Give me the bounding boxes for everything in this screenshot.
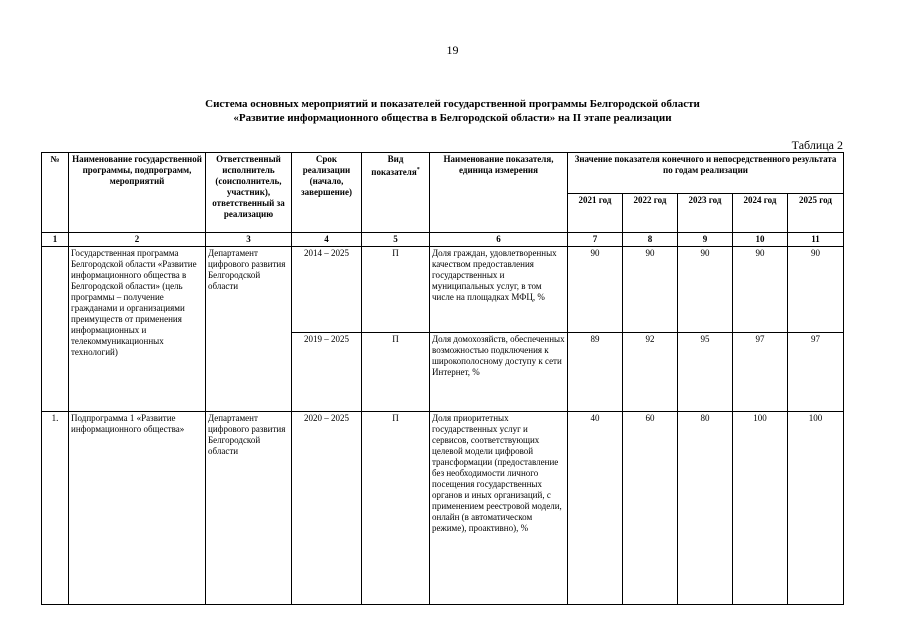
table-row (42, 412, 844, 605)
value-cell: 80 (678, 412, 733, 605)
header-year: 2022 год (623, 194, 678, 233)
header-row (42, 153, 844, 194)
column-numbers-row (42, 233, 844, 247)
responsible-executor: Департамент цифрового развития Белгородской области (206, 412, 292, 605)
value-cell: 60 (623, 412, 678, 605)
header-kind-text: Вид показателя (371, 154, 417, 177)
indicator-kind: П (362, 247, 430, 333)
column-number: 3 (206, 233, 292, 247)
column-number: 1 (42, 233, 69, 247)
table-row (42, 247, 844, 333)
column-number: 4 (292, 233, 362, 247)
title-line-1: Система основных мероприятий и показателей государственной программы Белгородской области (205, 98, 700, 110)
value-cell: 90 (623, 247, 678, 333)
column-number: 2 (69, 233, 206, 247)
value-cell: 92 (623, 333, 678, 412)
header-kind (362, 153, 430, 233)
column-number: 9 (678, 233, 733, 247)
column-number: 7 (568, 233, 623, 247)
indicator-name: Доля домохозяйств, обеспеченных возможностью подключения к широкополосному доступу к сети Интернет, % (430, 333, 568, 412)
value-cell: 90 (733, 247, 788, 333)
row-number (42, 247, 69, 412)
header-responsible: Ответственный исполнитель (соисполнитель, участник), ответственный за реализацию (206, 153, 292, 233)
column-number: 11 (788, 233, 844, 247)
table-label: Таблица 2 (791, 138, 843, 152)
header-term: Срок реализации (начало, завершение) (292, 153, 362, 233)
responsible-executor: Департамент цифрового развития Белгородской области (206, 247, 292, 412)
page-number: 19 (446, 43, 459, 57)
column-number: 5 (362, 233, 430, 247)
implementation-term: 2014 – 2025 (292, 247, 362, 333)
header-year: 2024 год (733, 194, 788, 233)
value-cell: 95 (678, 333, 733, 412)
value-cell: 90 (678, 247, 733, 333)
header-kind-mark: * (416, 167, 420, 173)
header-year: 2025 год (788, 194, 844, 233)
value-cell: 40 (568, 412, 623, 605)
indicator-kind: П (362, 412, 430, 605)
program-name: Государственная программа Белгородской области «Развитие информационного общества в Белгородской области» (цель программы – получение гражданами и организациями преимуществ от применения информационных и телекоммуникационных технологий) (69, 247, 206, 412)
header-year: 2023 год (678, 194, 733, 233)
value-cell: 90 (788, 247, 844, 333)
value-cell: 100 (788, 412, 844, 605)
row-number: 1. (42, 412, 69, 605)
implementation-term: 2020 – 2025 (292, 412, 362, 605)
program-table (41, 152, 844, 605)
header-num: № (42, 153, 69, 233)
indicator-kind: П (362, 333, 430, 412)
value-cell: 97 (788, 333, 844, 412)
column-number: 6 (430, 233, 568, 247)
indicator-name: Доля приоритетных государственных услуг и сервисов, соответствующих целевой модели цифровой трансформации (предоставление без необходимости личного посещения государственных органов и иных организаций, с применением реестровой модели, онлайн (в автоматическом режиме), проактивно), % (430, 412, 568, 605)
implementation-term: 2019 – 2025 (292, 333, 362, 412)
header-indicator: Наименование показателя, единица измерения (430, 153, 568, 233)
value-cell: 97 (733, 333, 788, 412)
header-values-group: Значение показателя конечного и непосредственного результата по годам реализации (568, 153, 844, 194)
document-title (40, 97, 865, 125)
title-line-2: «Развитие информационного общества в Белгородской области» на II этапе реализации (233, 112, 672, 124)
value-cell: 89 (568, 333, 623, 412)
value-cell: 100 (733, 412, 788, 605)
column-number: 10 (733, 233, 788, 247)
header-year: 2021 год (568, 194, 623, 233)
value-cell: 90 (568, 247, 623, 333)
program-name: Подпрограмма 1 «Развитие информационного общества» (69, 412, 206, 605)
column-number: 8 (623, 233, 678, 247)
header-name: Наименование государственной программы, подпрограмм, мероприятий (69, 153, 206, 233)
indicator-name: Доля граждан, удовлетворенных качеством предоставления государственных и муниципальных услуг, в том числе на площадках МФЦ, % (430, 247, 568, 333)
